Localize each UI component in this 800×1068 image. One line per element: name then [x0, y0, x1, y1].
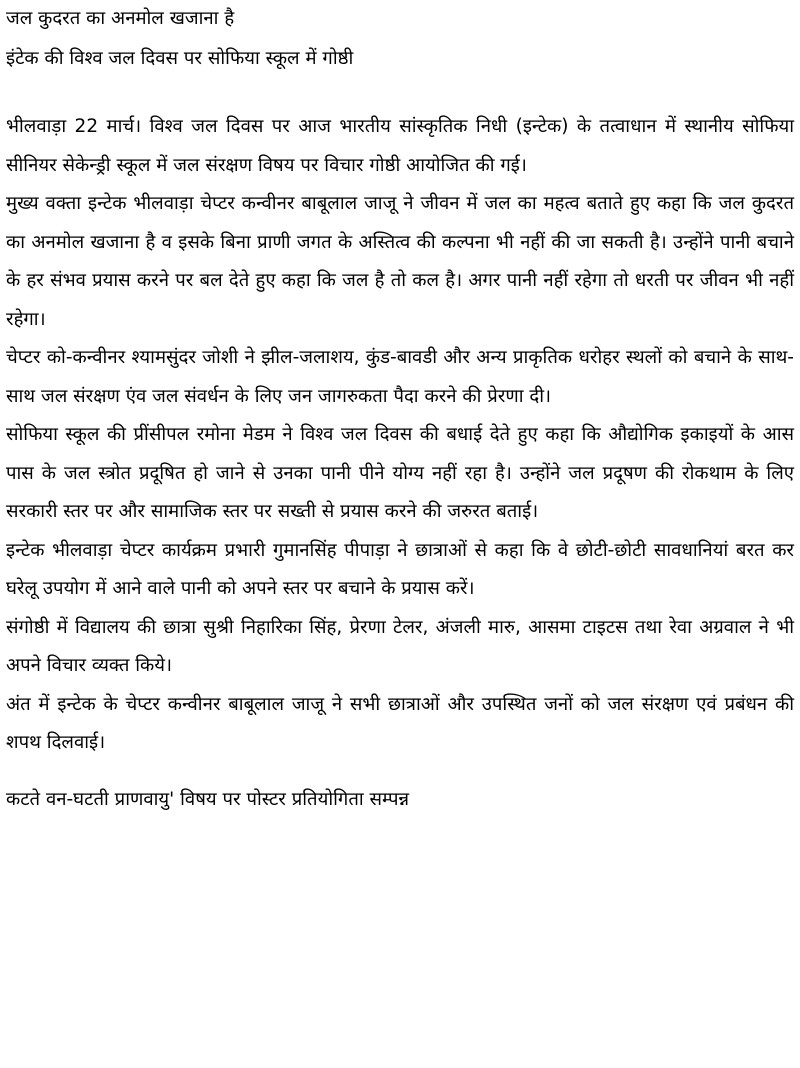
article-subhead: इंटेक की विश्व जल दिवस पर सोफिया स्कूल में गोष्ठी: [6, 48, 354, 69]
paragraph-chief-speaker: मुख्य वक्ता इन्टेक भीलवाड़ा चेप्टर कन्वीनर बाबूलाल जाजू ने जीवन में जल का महत्व बताते हुए कहा कि जल कुदरत का अनमोल खजाना है व इसके बिना प्राणी जगत के अस्तित्व की कल्पना भी नहीं की जा सकती है। उन्होंने पानी बचाने के हर संभव प्रयास करने पर बल देते हुए कहा कि जल है तो कल है। अगर पानी नहीं रहेगा तो धरती पर जीवन भी नहीं रहेगा।: [6, 193, 794, 330]
paragraph-dateline: भीलवाड़ा 22 मार्च। विश्व जल दिवस पर आज भारतीय सांस्कृतिक निधी (इन्टेक) के तत्वाधान में स्थानीय सोफिया सीनियर सेकेन्ड्री स्कूल में जल संरक्षण विषय पर विचार गोष्ठी आयोजित की गई।: [6, 116, 794, 176]
paragraph-student-speakers: संगोष्ठी में विद्यालय की छात्रा सुश्री निहारिका सिंह, प्रेरणा टेलर, अंजली मारु, आसमा टाइटस तथा रेवा अग्रवाल ने भी अपने विचार व्यक्त किये।: [6, 616, 794, 676]
article-body: [6, 108, 794, 763]
paragraph-closing-oath: अंत में इन्टेक के चेप्टर कन्वीनर बाबूलाल जाजू ने सभी छात्राओं और उपस्थित जनों को जल संरक्षण एवं प्रबंधन की शपथ दिलवाई।: [6, 693, 794, 753]
article-headline: जल कुदरत का अनमोल खजाना है: [6, 8, 235, 29]
paragraph-co-convener: चेप्टर को-कन्वीनर श्यामसुंदर जोशी ने झील-जलाशय, कुंड-बावडी और अन्य प्राकृतिक धरोहर स्थलों को बचाने के साथ-साथ जल संरक्षण एंव जल संवर्धन के लिए जन जागरुकता पैदा करने की प्रेरणा दी।: [6, 347, 794, 407]
paragraph-program-in-charge: इन्टेक भीलवाड़ा चेप्टर कार्यक्रम प्रभारी गुमानसिंह पीपाड़ा ने छात्राओं से कहा कि वे छोटी-छोटी सावधानियां बरत कर घरेलू उपयोग में आने वाले पानी को अपने स्तर पर बचाने के प्रयास करें।: [6, 539, 794, 599]
next-article-headline: कटते वन-घटती प्राणवायु' विषय पर पोस्टर प्रतियोगिता सम्पन्न: [6, 788, 410, 810]
paragraph-principal: सोफिया स्कूल की प्रींसीपल रमोना मेडम ने विश्व जल दिवस की बधाई देते हुए कहा कि औद्योगिक इकाइयों के आस पास के जल स्त्रोत प्रदूषित हो जाने से उनका पानी पीने योग्य नहीं रहा है। उन्होंने जल प्रदूषण की रोकथाम के लिए सरकारी स्तर पर और सामाजिक स्तर पर सख्ती से प्रयास करने की जरुरत बताई।: [6, 424, 794, 522]
